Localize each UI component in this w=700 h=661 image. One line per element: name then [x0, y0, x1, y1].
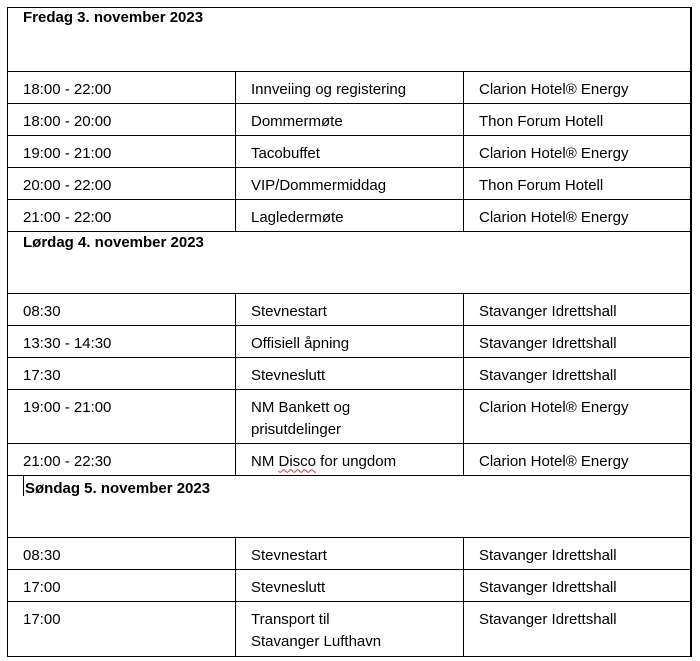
- venue-cell[interactable]: Thon Forum Hotell: [464, 103, 692, 135]
- spellcheck-underlined-word: Disco: [278, 452, 317, 470]
- document-page: [7, 7, 691, 657]
- venue-cell[interactable]: Stavanger Idrettshall: [464, 357, 692, 389]
- venue-cell[interactable]: Stavanger Idrettshall: [464, 293, 692, 325]
- venue-cell[interactable]: Clarion Hotel® Energy: [464, 199, 692, 231]
- venue-cell[interactable]: Clarion Hotel® Energy: [464, 389, 692, 443]
- event-line: prisutdelinger: [251, 420, 342, 438]
- table-row: [8, 199, 692, 231]
- event-cell[interactable]: Dommermøte: [236, 103, 464, 135]
- table-row: [8, 135, 692, 167]
- table-row: [8, 71, 692, 103]
- event-cell[interactable]: Tacobuffet: [236, 135, 464, 167]
- time-cell[interactable]: 21:00 - 22:00: [8, 199, 236, 231]
- venue-cell[interactable]: Thon Forum Hotell: [464, 167, 692, 199]
- venue-cell[interactable]: Stavanger Idrettshall: [464, 325, 692, 357]
- day-title-text: Søndag 5. november 2023: [25, 479, 211, 497]
- time-cell[interactable]: 19:00 - 21:00: [8, 135, 236, 167]
- text-cursor: [23, 476, 24, 496]
- time-cell[interactable]: 08:30: [8, 537, 236, 569]
- time-cell[interactable]: 20:00 - 22:00: [8, 167, 236, 199]
- event-cell[interactable]: [236, 601, 464, 656]
- table-row: [8, 443, 692, 475]
- table-row: [8, 569, 692, 601]
- table-row: [8, 601, 692, 656]
- time-cell[interactable]: 17:00: [8, 601, 236, 656]
- event-text-part: for ungdom: [316, 452, 397, 470]
- venue-cell[interactable]: Clarion Hotel® Energy: [464, 71, 692, 103]
- event-cell[interactable]: Stevnestart: [236, 293, 464, 325]
- event-cell[interactable]: VIP/Dommermiddag: [236, 167, 464, 199]
- venue-cell[interactable]: Stavanger Idrettshall: [464, 537, 692, 569]
- time-cell[interactable]: 21:00 - 22:30: [8, 443, 236, 475]
- event-cell[interactable]: Innveiing og registering: [236, 71, 464, 103]
- event-line: NM Bankett og: [251, 398, 351, 416]
- time-cell[interactable]: 18:00 - 22:00: [8, 71, 236, 103]
- event-line: Stavanger Lufthavn: [251, 632, 382, 650]
- day-header-lordag: [8, 231, 692, 293]
- time-cell[interactable]: 17:30: [8, 357, 236, 389]
- time-cell[interactable]: 13:30 - 14:30: [8, 325, 236, 357]
- table-row: [8, 389, 692, 443]
- table-row: [8, 167, 692, 199]
- day-title[interactable]: Lørdag 4. november 2023: [8, 231, 692, 293]
- table-row: [8, 293, 692, 325]
- table-row: [8, 537, 692, 569]
- venue-cell[interactable]: Stavanger Idrettshall: [464, 569, 692, 601]
- table-row: [8, 325, 692, 357]
- event-cell[interactable]: Lagledermøte: [236, 199, 464, 231]
- event-cell[interactable]: Offisiell åpning: [236, 325, 464, 357]
- venue-cell[interactable]: Clarion Hotel® Energy: [464, 135, 692, 167]
- day-header-fredag: [8, 7, 692, 71]
- event-cell[interactable]: Stevneslutt: [236, 569, 464, 601]
- table-row: [8, 103, 692, 135]
- event-cell[interactable]: Stevnestart: [236, 537, 464, 569]
- time-cell[interactable]: 18:00 - 20:00: [8, 103, 236, 135]
- venue-cell[interactable]: Stavanger Idrettshall: [464, 601, 692, 656]
- day-header-sondag: [8, 475, 692, 537]
- time-cell[interactable]: 17:00: [8, 569, 236, 601]
- event-cell[interactable]: Stevneslutt: [236, 357, 464, 389]
- event-cell[interactable]: [236, 443, 464, 475]
- day-title[interactable]: [8, 475, 692, 537]
- event-text-part: NM: [251, 452, 279, 470]
- day-title[interactable]: Fredag 3. november 2023: [8, 7, 692, 71]
- venue-cell[interactable]: Clarion Hotel® Energy: [464, 443, 692, 475]
- time-cell[interactable]: 19:00 - 21:00: [8, 389, 236, 443]
- table-row: [8, 357, 692, 389]
- schedule-table: [7, 7, 692, 657]
- event-line: Transport til: [251, 610, 330, 628]
- event-cell[interactable]: [236, 389, 464, 443]
- time-cell[interactable]: 08:30: [8, 293, 236, 325]
